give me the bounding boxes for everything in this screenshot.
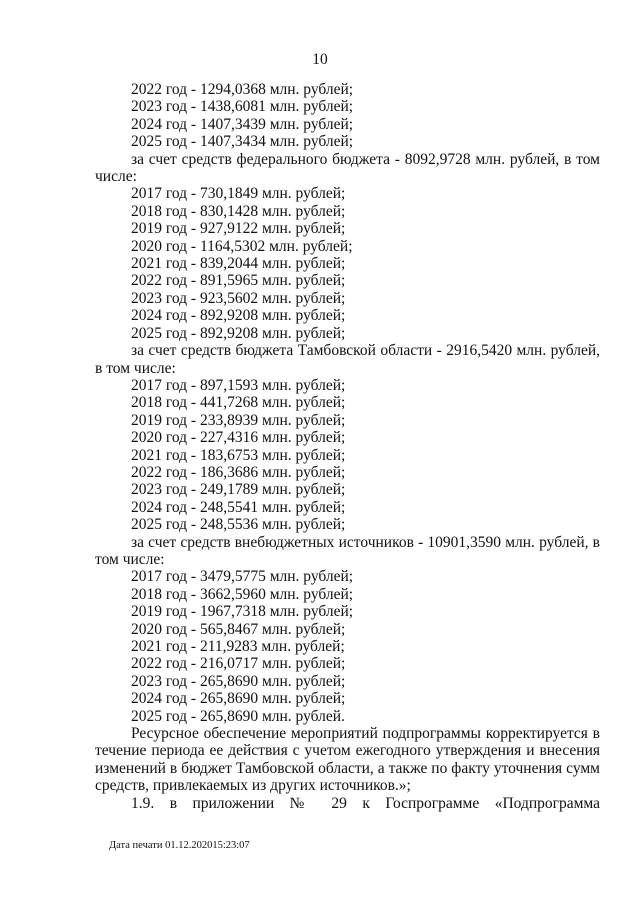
text-line: 2022 год - 216,0717 млн. рублей;	[131, 655, 346, 673]
text-line: 2022 год - 891,5965 млн. рублей;	[131, 272, 346, 290]
text-line: 2022 год - 186,3686 млн. рублей;	[131, 463, 346, 481]
text-line: 2017 год - 3479,5775 млн. рублей;	[131, 568, 354, 586]
text-line: изменений в бюджет Тамбовской области, а также по факту уточнения сумм	[95, 759, 600, 777]
text-line: 2022 год - 1294,0368 млн. рублей;	[131, 81, 354, 98]
text-line: 2023 год - 265,8690 млн. рублей;	[131, 672, 346, 690]
text-line: 2019 год - 1967,7318 млн. рублей;	[131, 603, 354, 621]
text-line: 2021 год - 839,2044 млн. рублей;	[131, 255, 346, 273]
text-line: за счет средств федерального бюджета - 8092,9728 млн. рублей, в том	[131, 150, 600, 168]
text-line: 2023 год - 1438,6081 млн. рублей;	[131, 98, 354, 116]
text-line: 2024 год - 892,9208 млн. рублей;	[131, 307, 346, 325]
text-line: 2019 год - 233,8939 млн. рублей;	[131, 411, 346, 429]
text-line: 2025 год - 1407,3434 млн. рублей;	[131, 133, 354, 151]
text-line: 2025 год - 892,9208 млн. рублей;	[131, 324, 346, 342]
text-line: 2018 год - 3662,5960 млн. рублей;	[131, 585, 354, 603]
text-line: 1.9. в приложении № 29 к Госпрограмме «Подпрограмма	[131, 794, 600, 812]
text-line: 2017 год - 730,1849 млн. рублей;	[131, 185, 346, 203]
text-line: 2023 год - 249,1789 млн. рублей;	[131, 481, 346, 499]
text-line: 2025 год - 248,5536 млн. рублей;	[131, 516, 346, 534]
text-line: 2019 год - 927,9122 млн. рублей;	[131, 220, 346, 238]
text-line: 2020 год - 1164,5302 млн. рублей;	[131, 237, 353, 255]
document-body	[95, 81, 600, 812]
text-line: течение периода ее действия с учетом ежегодного утверждения и внесения	[95, 742, 600, 760]
text-line: 2021 год - 183,6753 млн. рублей;	[131, 446, 346, 464]
text-line: 2021 год - 211,9283 млн. рублей;	[131, 638, 345, 655]
text-line: 2018 год - 830,1428 млн. рублей;	[131, 202, 346, 220]
text-line: за счет средств бюджета Тамбовской области - 2916,5420 млн. рублей,	[131, 342, 600, 360]
text-line: 2024 год - 265,8690 млн. рублей;	[131, 690, 346, 708]
text-line: 2017 год - 897,1593 млн. рублей;	[131, 376, 346, 394]
text-line: 2024 год - 1407,3439 млн. рублей;	[131, 115, 354, 133]
text-line: 2025 год - 265,8690 млн. рублей.	[131, 707, 345, 725]
text-line: за счет средств внебюджетных источников - 10901,3590 млн. рублей, в	[131, 533, 600, 551]
text-line: числе:	[95, 168, 137, 186]
text-line: средств, привлекаемых из других источников.»;	[95, 777, 411, 795]
text-line: 2023 год - 923,5602 млн. рублей;	[131, 289, 346, 307]
text-line: 2020 год - 227,4316 млн. рублей;	[131, 429, 346, 447]
text-line: в том числе:	[95, 359, 176, 377]
text-line: том числе:	[95, 550, 165, 568]
print-date-footer: Дата печати 01.12.202015:23:07	[109, 840, 250, 851]
text-line: Ресурсное обеспечение мероприятий подпрограммы корректируется в	[131, 725, 600, 743]
text-line: 2024 год - 248,5541 млн. рублей;	[131, 498, 346, 516]
text-line: 2020 год - 565,8467 млн. рублей;	[131, 620, 346, 638]
page-number: 10	[312, 51, 328, 68]
text-line: 2018 год - 441,7268 млн. рублей;	[131, 394, 346, 412]
